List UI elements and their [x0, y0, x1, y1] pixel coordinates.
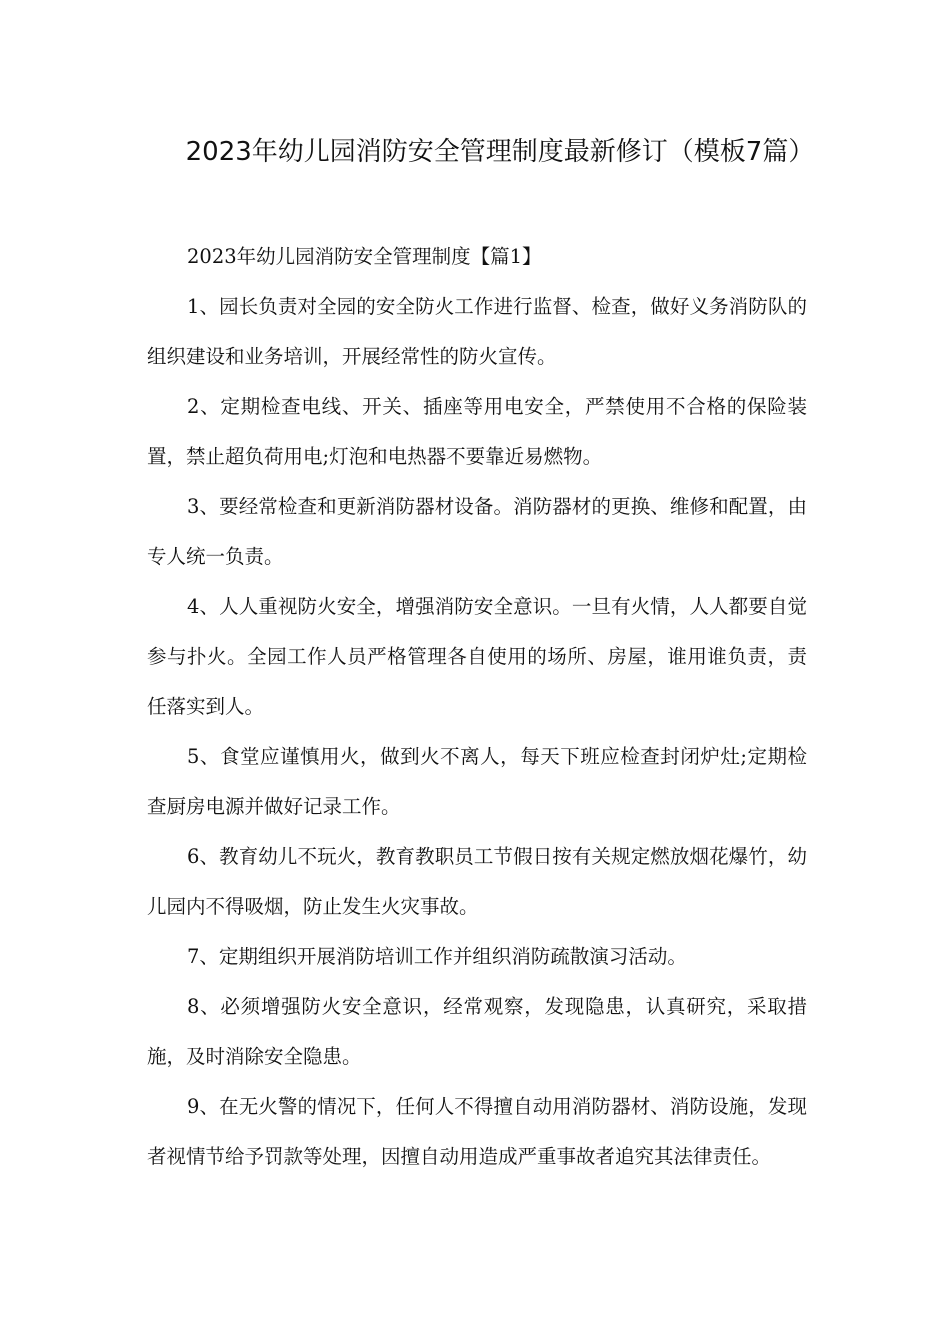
paragraph-5: 5、食堂应谨慎用火，做到火不离人，每天下班应检查封闭炉灶;定期检查厨房电源并做好记录工作。: [147, 745, 807, 818]
paragraph-2: 2、定期检查电线、开关、插座等用电安全，严禁使用不合格的保险装置，禁止超负荷用电;灯泡和电热器不要靠近易燃物。: [147, 395, 807, 468]
paragraph-1: 1、园长负责对全园的安全防火工作进行监督、检查，做好义务消防队的组织建设和业务培训，开展经常性的防火宣传。: [147, 295, 807, 368]
document-body: [147, 232, 807, 1182]
document-title: 2023年幼儿园消防安全管理制度最新修订（模板7篇）: [185, 137, 815, 167]
section-heading: 2023年幼儿园消防安全管理制度【篇1】: [187, 245, 542, 268]
paragraph-9: 9、在无火警的情况下，任何人不得擅自动用消防器材、消防设施，发现者视情节给予罚款等处理，因擅自动用造成严重事故者追究其法律责任。: [147, 1095, 807, 1168]
paragraph-8: 8、必须增强防火安全意识，经常观察，发现隐患，认真研究，采取措施，及时消除安全隐患。: [147, 995, 807, 1068]
paragraph-4: 4、人人重视防火安全，增强消防安全意识。一旦有火情，人人都要自觉参与扑火。全园工作人员严格管理各自使用的场所、房屋，谁用谁负责，责任落实到人。: [147, 595, 807, 718]
paragraph-6: 6、教育幼儿不玩火，教育教职员工节假日按有关规定燃放烟花爆竹，幼儿园内不得吸烟，防止发生火灾事故。: [147, 845, 807, 918]
paragraph-7: 7、定期组织开展消防培训工作并组织消防疏散演习活动。: [187, 945, 687, 968]
paragraph-3: 3、要经常检查和更新消防器材设备。消防器材的更换、维修和配置，由专人统一负责。: [147, 495, 807, 568]
